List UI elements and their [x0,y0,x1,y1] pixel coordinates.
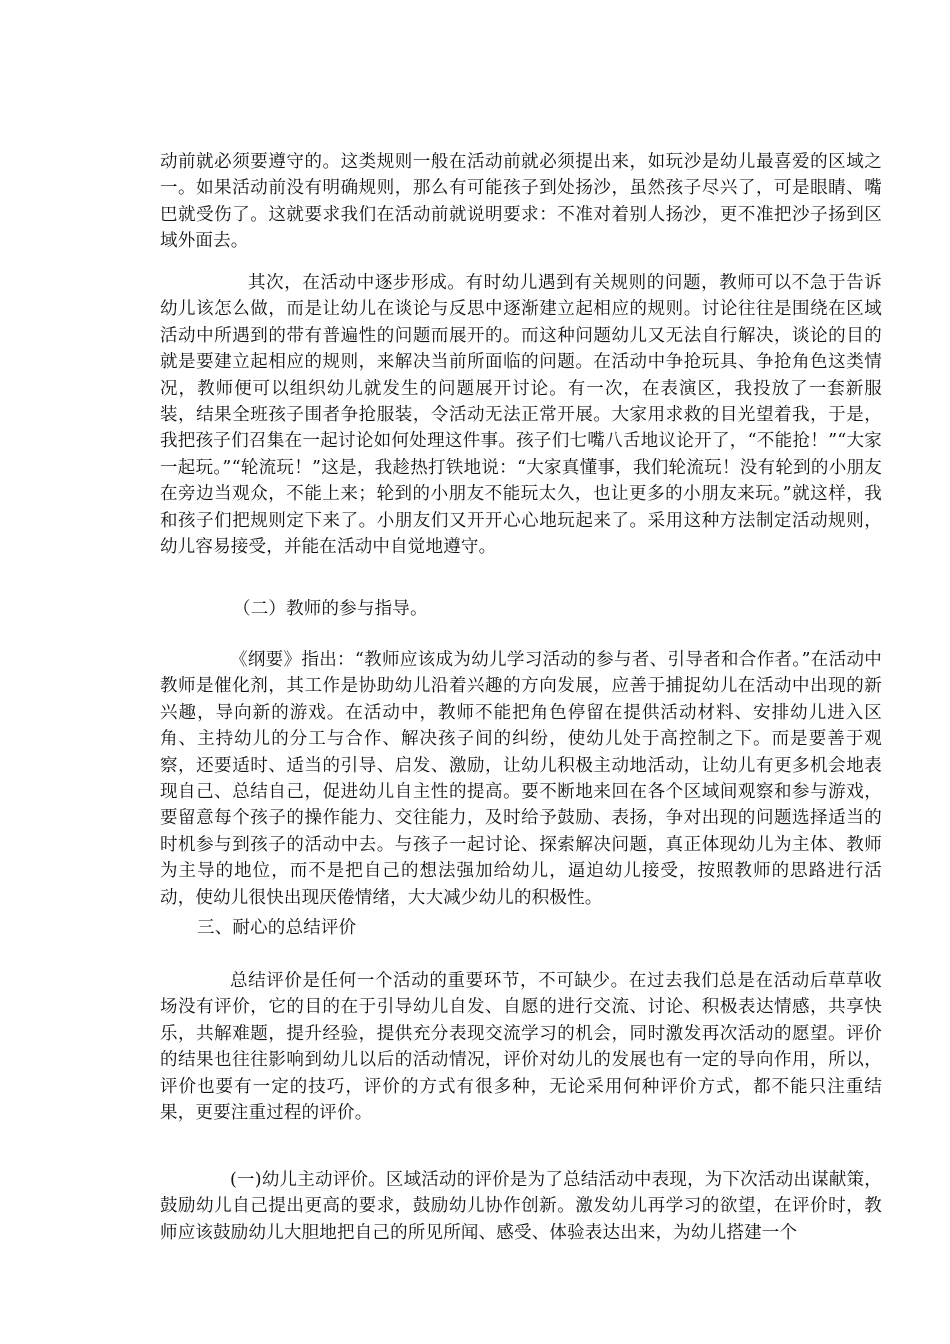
paragraph-summary-evaluation: 总结评价是任何一个活动的重要环节，不可缺少。在过去我们总是在活动后草草收场没有评价，它的目的在于引导幼儿自发、自愿的进行交流、讨论、积极表达情感，共享快乐，共解难题，提升经验，提供充分表现交流学习的机会，同时激发再次活动的愿望。评价的结果也往往影响到幼儿以后的活动情况，评价对幼儿的发展也有一定的导向作用，所以，评价也要有一定的技巧，评价的方式有很多种，无论采用何种评价方式，都不能只注重结果，更要注重过程的评价。 [160,971,882,1124]
paragraph-rules-during-activity: 其次，在活动中逐步形成。有时幼儿遇到有关规则的问题，教师可以不急于告诉幼儿该怎么做，而是让幼儿在谈论与反思中逐渐建立起相应的规则。讨论往往是围绕在区域活动中所遇到的带有普遍性的问题而展开的。而这种问题幼儿又无法自行解决，谈论的目的就是要建立起相应的规则，来解决当前所面临的问题。在活动中争抢玩具、争抢角色这类情况，教师便可以组织幼儿就发生的问题展开讨论。有一次，在表演区，我投放了一套新服装，结果全班孩子围者争抢服装，令活动无法正常开展。大家用求救的目光望着我，于是，我把孩子们召集在一起讨论如何处理这件事。孩子们七嘴八舌地议论开了，“不能抢！”“大家一起玩。”“轮流玩！”这是，我趁热打铁地说：“大家真懂事，我们轮流玩！没有轮到的小朋友在旁边当观众，不能上来；轮到的小朋友不能玩太久，也让更多的小朋友来玩。”就这样，我和孩子们把规则定下来了。小朋友们又开开心心地玩起来了。采用这种方法制定活动规则，幼儿容易接受，并能在活动中自觉地遵守。 [160,273,882,558]
paragraph-teacher-guidance: 《纲要》指出：“教师应该成为幼儿学习活动的参与者、引导者和合作者。”在活动中教师是催化剂，其工作是协助幼儿沿着兴趣的方向发展，应善于捕捉幼儿在活动中出现的新兴趣，导向新的游戏。在活动中，教师不能把角色停留在提供活动材料、安排幼儿进入区角、主持幼儿的分工与合作、解决孩子间的纠纷，使幼儿处于高控制之下。而是要善于观察，还要适时、适当的引导、启发、激励，让幼儿积极主动地活动，让幼儿有更多机会地表现自己、总结自己，促进幼儿自主性的提高。要不断地来回在各个区域间观察和参与游戏，要留意每个孩子的操作能力、交往能力，及时给予鼓励、表扬，争对出现的问题选择适当的时机参与到孩子的活动中去。与孩子一起讨论、探索解决问题，真正体现幼儿为主体、教师为主导的地位，而不是把自己的想法强加给幼儿，逼迫幼儿接受，按照教师的思路进行活动，使幼儿很快出现厌倦情绪，大大减少幼儿的积极性。 [160,650,882,908]
section-heading-teacher-guidance: （二）教师的参与指导。 [233,599,428,619]
section-heading-summary-evaluation: 三、耐心的总结评价 [197,918,357,938]
paragraph-child-self-evaluation: (一)幼儿主动评价。区域活动的评价是为了总结活动中表现，为下次活动出谋献策，鼓励幼儿自己提出更高的要求，鼓励幼儿协作创新。激发幼儿再学习的欲望，在评价时，教师应该鼓励幼儿大胆地把自己的所见所闻、感受、体验表达出来，为幼儿搭建一个 [160,1170,882,1243]
paragraph-rules-before-activity: 动前就必须要遵守的。这类规则一般在活动前就必须提出来，如玩沙是幼儿最喜爱的区域之一。如果活动前没有明确规则，那么有可能孩子到处扬沙，虽然孩子尽兴了，可是眼睛、嘴巴就受伤了。这就要求我们在活动前就说明要求：不准对着别人扬沙，更不准把沙子扬到区域外面去。 [160,152,882,252]
